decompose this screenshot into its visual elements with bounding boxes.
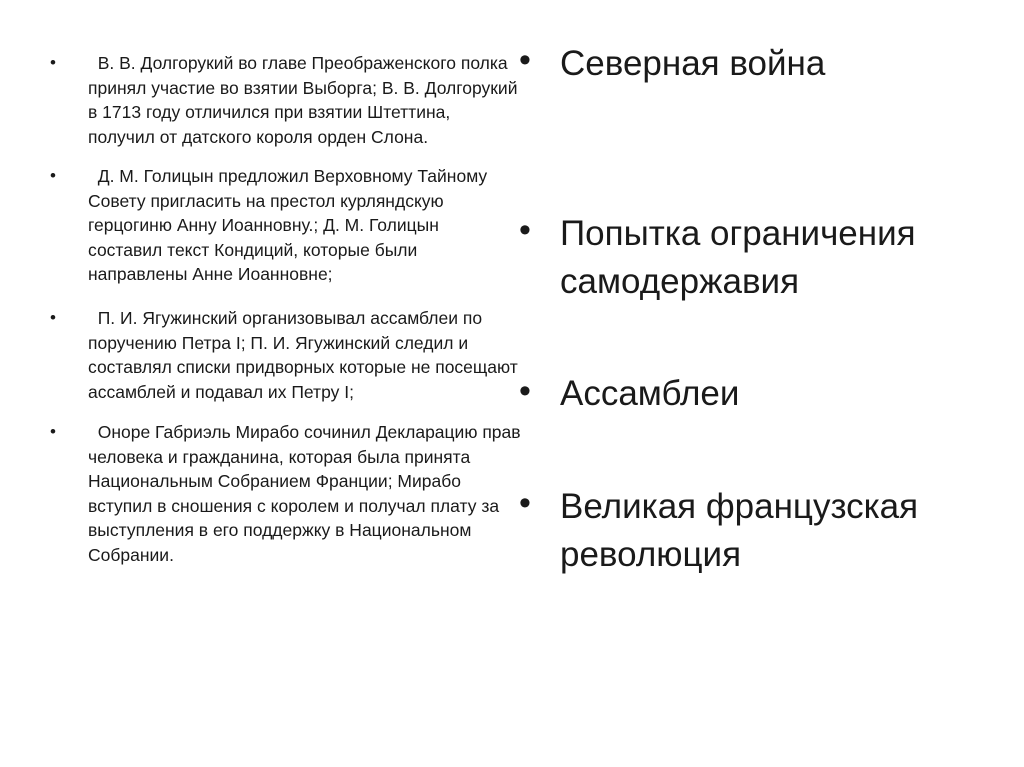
bullet-marker: • [50,308,56,327]
bullet-marker: • [50,53,56,72]
statement-yaguzhinsky: П. И. Ягужинский организовывал ассамблеи по поручению Петра I; П. И. Ягужинский следил и составлял списки придворных которые не посещают ассамблей и подавал их Петру I; [88,308,518,402]
statement-dolgorukiy: В. В. Долгорукий во главе Преображенского полка принял участие во взятии Выборга; В. В. Долгорукий в 1713 году отличился при взятии Штеттина, получил от датского короля орден Слона. [88,53,518,147]
bullet-marker: • [519,211,531,249]
bullet-marker: • [519,372,531,410]
topic-assemblies: Ассамблеи [560,374,740,413]
statement-mirabeau: Оноре Габриэль Мирабо сочинил Декларацию прав человека и гражданина, которая была принята Национальным Собранием Франции; Мирабо вступил в сношения с королем и получал плату за выступления в его поддержку в Национальном Собрании. [88,422,521,565]
statement-golitsyn: Д. М. Голицын предложил Верховному Тайному Совету пригласить на престол курляндскую герцогиню Анну Иоанновну.; Д. М. Голицын составил текст Кондиций, которые были направлены Анне Иоанновне; [88,166,488,284]
bullet-marker: • [50,422,56,441]
topic-northern-war: Северная война [560,44,826,83]
topic-french-revolution: Великая французская революция [560,487,919,574]
bullet-marker: • [50,166,56,185]
bullet-marker: • [519,41,531,79]
bullet-marker: • [519,484,531,522]
topic-limiting-autocracy: Попытка ограничения самодержавия [560,214,916,301]
